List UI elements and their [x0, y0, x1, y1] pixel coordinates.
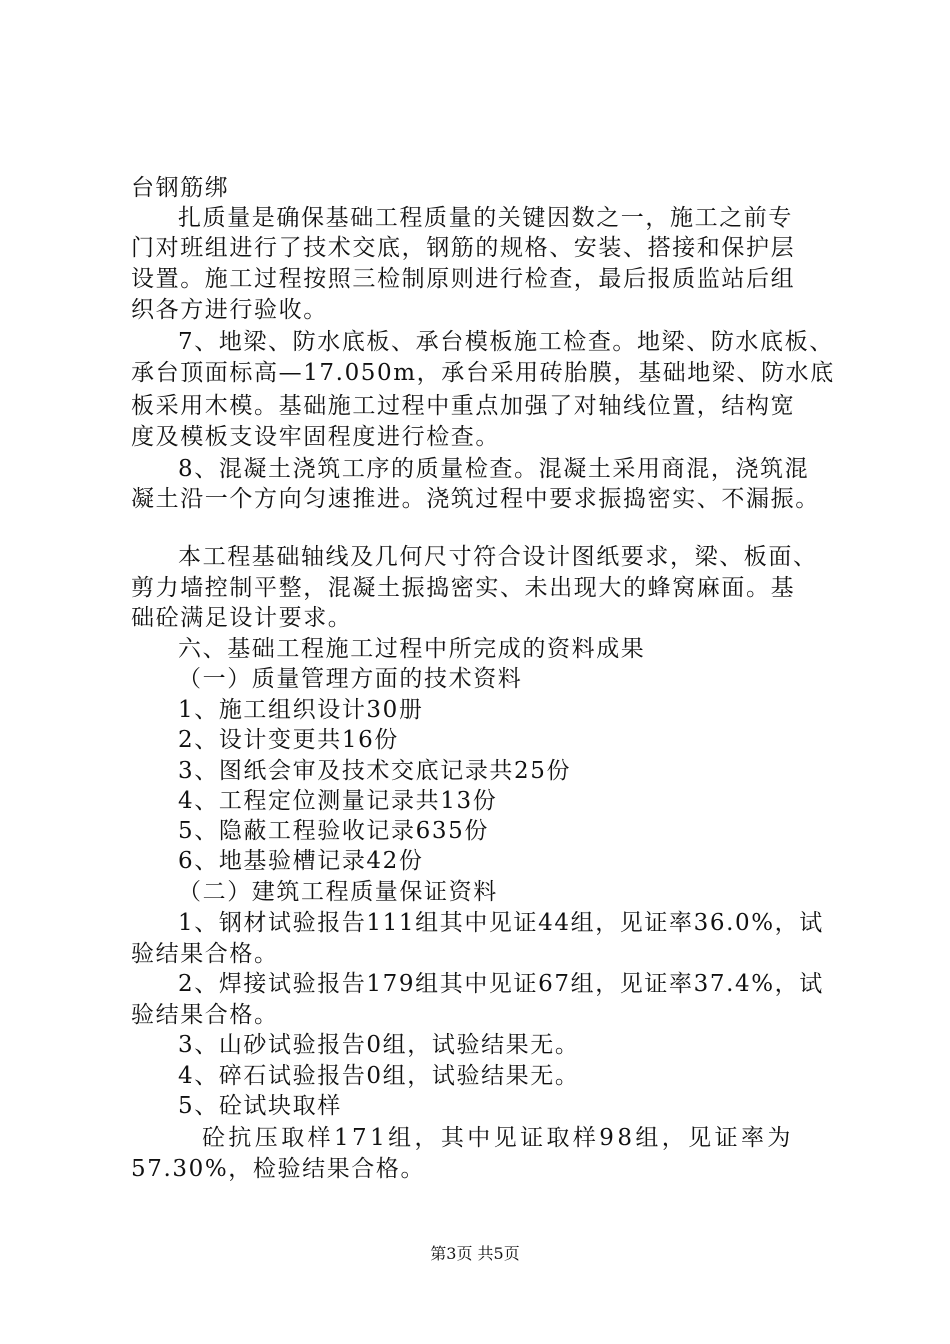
text-line: 础砼满足设计要求。 — [131, 605, 353, 631]
text-line: 板采用木模。基础施工过程中重点加强了对轴线位置，结构宽 — [131, 393, 796, 419]
text-line: 剪力墙控制平整，混凝土振捣密实、未出现大的蜂窝麻面。基 — [131, 575, 796, 601]
subsection-heading: （一）质量管理方面的技术资料 — [178, 666, 523, 692]
list-item: 3、山砂试验报告0组，试验结果无。 — [178, 1032, 580, 1058]
text-line: 门对班组进行了技术交底，钢筋的规格、安装、搭接和保护层 — [131, 235, 796, 261]
text-line: 扎质量是确保基础工程质量的关键因数之一，施工之前专 — [178, 205, 793, 231]
list-item: 1、施工组织设计30册 — [178, 697, 424, 723]
text-line: 砼抗压取样171组，其中见证取样98组，见证率为 — [202, 1125, 794, 1151]
text-line: 承台顶面标高—17.050m，承台采用砖胎膜，基础地梁、防水底 — [131, 360, 835, 386]
page-number-footer: 第3页 共5页 — [430, 1244, 520, 1263]
section-heading: 六、基础工程施工过程中所完成的资料成果 — [178, 636, 646, 662]
list-item: 5、隐蔽工程验收记录635份 — [178, 818, 489, 844]
list-item: 5、砼试块取样 — [178, 1093, 342, 1119]
text-line: 设置。施工过程按照三检制原则进行检查，最后报质监站后组 — [131, 266, 796, 292]
list-item: 4、工程定位测量记录共13份 — [178, 788, 498, 814]
text-line: 57.30%，检验结果合格。 — [131, 1156, 426, 1182]
text-line: 度及模板支设牢固程度进行检查。 — [131, 424, 500, 450]
text-line: 验结果合格。 — [131, 1002, 279, 1028]
list-item: 6、地基验槽记录42份 — [178, 848, 424, 874]
list-item: 2、设计变更共16份 — [178, 727, 399, 753]
text-line: 本工程基础轴线及几何尺寸符合设计图纸要求，梁、板面、 — [178, 544, 818, 570]
list-item: 1、钢材试验报告111组其中见证44组，见证率36.0%，试 — [178, 910, 824, 936]
subsection-heading: （二）建筑工程质量保证资料 — [178, 879, 498, 905]
list-item: 2、焊接试验报告179组其中见证67组，见证率37.4%，试 — [178, 971, 824, 997]
text-line: 7、地梁、防水底板、承台模板施工检查。地梁、防水底板、 — [178, 329, 834, 355]
list-item: 3、图纸会审及技术交底记录共25份 — [178, 758, 572, 784]
text-line: 台钢筋绑 — [131, 175, 230, 201]
text-line: 验结果合格。 — [131, 941, 279, 967]
list-item: 4、碎石试验报告0组，试验结果无。 — [178, 1063, 580, 1089]
text-line: 8、混凝土浇筑工序的质量检查。混凝土采用商混，浇筑混 — [178, 456, 810, 482]
text-line: 凝土沿一个方向匀速推进。浇筑过程中要求振捣密实、不漏振。 — [131, 486, 820, 512]
text-line: 织各方进行验收。 — [131, 297, 328, 323]
